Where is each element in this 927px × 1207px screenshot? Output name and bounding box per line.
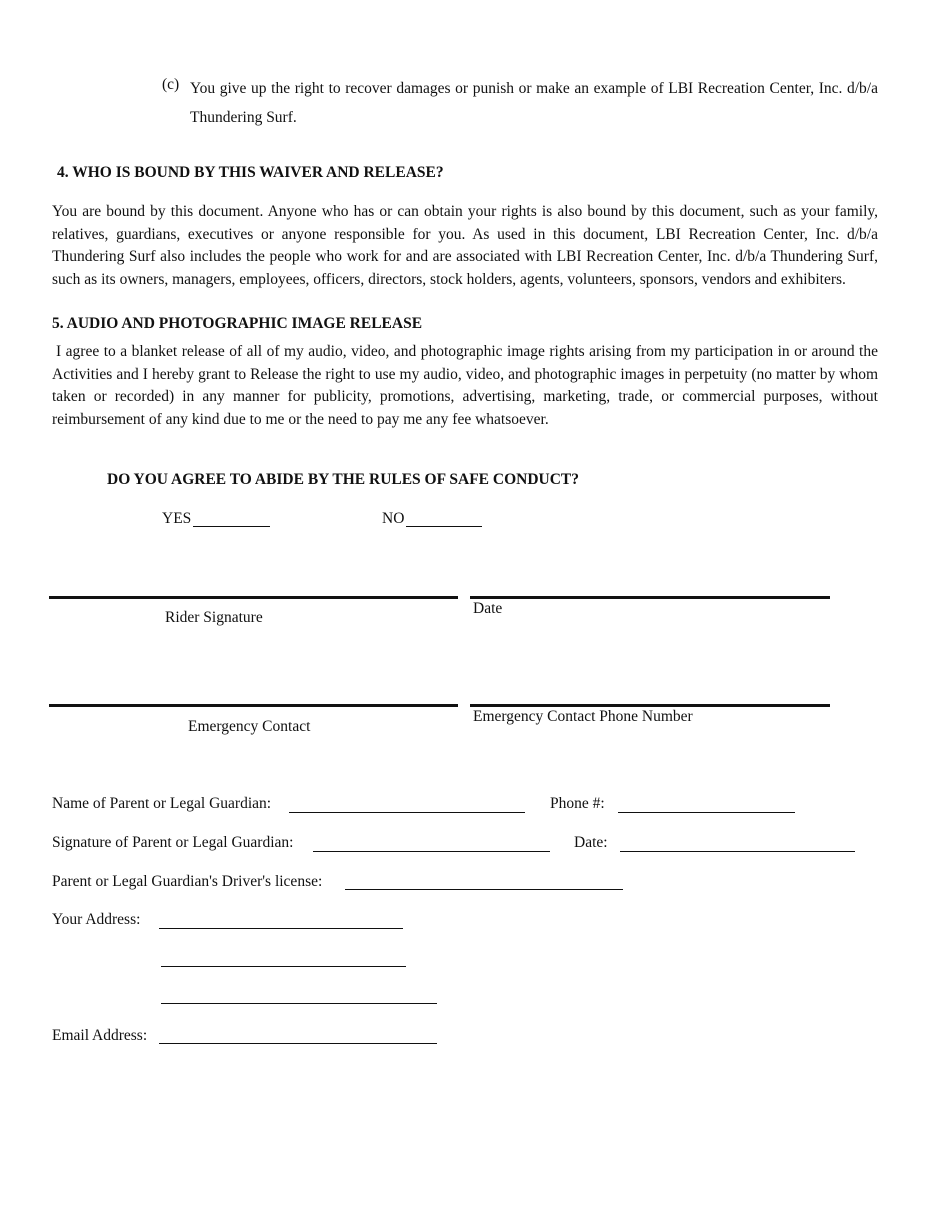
rider-signature-line[interactable] bbox=[49, 596, 458, 599]
guardian-phone-label: Phone #: bbox=[550, 795, 605, 812]
guardian-date-field[interactable] bbox=[620, 851, 855, 852]
section4-heading: 4. WHO IS BOUND BY THIS WAIVER AND RELEASE? bbox=[57, 164, 444, 181]
no-label: NO bbox=[382, 510, 405, 527]
section4-body: You are bound by this document. Anyone who has or can obtain your rights is also bound by this document, such as your family, relatives, guardians, executives or anyone responsible for you. As used in this document, LBI Recreation Center, Inc. d/b/a Thundering Surf also includes the people who work for and are associated with LBI Recreation Center, Inc. d/b/a Thundering Surf, such as its owners, managers, employees, officers, directors, stock holders, agents, volunteers, sponsors, vendors and exhibiters. bbox=[52, 203, 878, 288]
rider-signature-label: Rider Signature bbox=[165, 609, 263, 626]
address-field-1[interactable] bbox=[159, 928, 403, 929]
emergency-contact-line[interactable] bbox=[49, 704, 458, 707]
address-field-3[interactable] bbox=[161, 1003, 437, 1004]
emergency-phone-label: Emergency Contact Phone Number bbox=[473, 708, 693, 725]
email-label: Email Address: bbox=[52, 1027, 148, 1044]
section5-heading: 5. AUDIO AND PHOTOGRAPHIC IMAGE RELEASE bbox=[52, 315, 423, 332]
guardian-name-field[interactable] bbox=[289, 812, 525, 813]
agreement-question: DO YOU AGREE TO ABIDE BY THE RULES OF SAFE CONDUCT? bbox=[107, 471, 579, 488]
guardian-signature-field[interactable] bbox=[313, 851, 550, 852]
section5-body: I agree to a blanket release of all of my audio, video, and photographic image rights arising from my participation in or around the Activities and I hereby grant to Release the right to use my audio, video, and photographic images in perpetuity (no matter by whom taken or recorded) in any manner for publicity, promotions, advertising, marketing, trade, or commercial purposes, without reimbursement of any kind due to me or the need to pay me any fee whatsoever. bbox=[52, 343, 878, 428]
yes-label: YES bbox=[162, 510, 192, 527]
guardian-phone-field[interactable] bbox=[618, 812, 795, 813]
emergency-contact-label: Emergency Contact bbox=[188, 718, 311, 735]
guardian-name-label: Name of Parent or Legal Guardian: bbox=[52, 795, 272, 812]
guardian-license-label: Parent or Legal Guardian's Driver's license: bbox=[52, 873, 323, 890]
yes-blank[interactable] bbox=[193, 526, 270, 527]
guardian-date-label: Date: bbox=[574, 834, 608, 851]
item-c-marker: (c) bbox=[162, 76, 180, 93]
email-field[interactable] bbox=[159, 1043, 437, 1044]
guardian-license-field[interactable] bbox=[345, 889, 623, 890]
date-label: Date bbox=[473, 600, 503, 617]
guardian-signature-label: Signature of Parent or Legal Guardian: bbox=[52, 834, 294, 851]
address-label: Your Address: bbox=[52, 911, 141, 928]
no-blank[interactable] bbox=[406, 526, 482, 527]
date-line[interactable] bbox=[470, 596, 830, 599]
item-c-text: You give up the right to recover damages or punish or make an example of LBI Recreation Center, Inc. d/b/a Thundering Surf. bbox=[190, 80, 878, 126]
address-field-2[interactable] bbox=[161, 966, 406, 967]
